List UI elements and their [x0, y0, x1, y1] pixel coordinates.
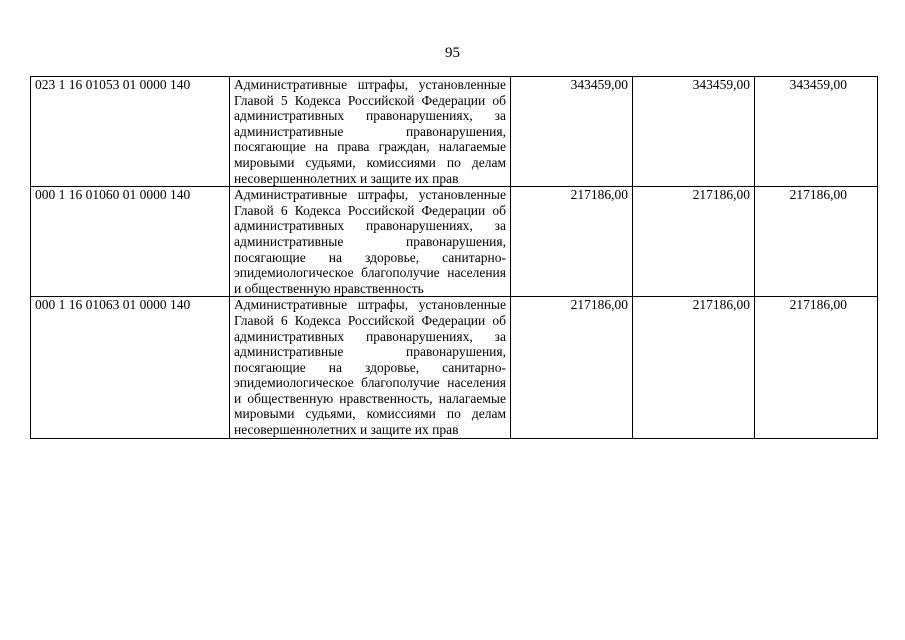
budget-code-cell: 000 1 16 01063 01 0000 140 — [31, 297, 230, 438]
budget-code-cell: 000 1 16 01060 01 0000 140 — [31, 187, 230, 297]
description-cell: Административные штрафы, установленные Главой 5 Кодекса Российской Федерации об административных правонарушениях, за административные правонарушения, посягающие на права граждан, налагаемые мировыми судьями, комиссиями по делам несовершеннолетних и защите их прав — [230, 77, 511, 187]
description-cell: Административные штрафы, установленные Главой 6 Кодекса Российской Федерации об административных правонарушениях, за административные правонарушения, посягающие на здоровье, санитарно-эпидемиологическое благополучие населения и общественную нравственность, налагаемые мировыми судьями, комиссиями по делам несовершеннолетних и защите их прав — [230, 297, 511, 438]
amount-cell-2: 343459,00 — [633, 77, 755, 187]
budget-table — [30, 76, 878, 439]
amount-cell-1: 343459,00 — [511, 77, 633, 187]
amount-cell-3: 217186,00 — [755, 297, 878, 438]
table-row — [31, 77, 878, 187]
amount-cell-3: 217186,00 — [755, 187, 878, 297]
table-row — [31, 187, 878, 297]
amount-cell-1: 217186,00 — [511, 187, 633, 297]
amount-cell-2: 217186,00 — [633, 297, 755, 438]
description-cell: Административные штрафы, установленные Главой 6 Кодекса Российской Федерации об административных правонарушениях, за административные правонарушения, посягающие на здоровье, санитарно-эпидемиологическое благополучие населения и общественную нравственность — [230, 187, 511, 297]
budget-code-cell: 023 1 16 01053 01 0000 140 — [31, 77, 230, 187]
page-number: 95 — [445, 45, 460, 61]
amount-cell-1: 217186,00 — [511, 297, 633, 438]
amount-cell-3: 343459,00 — [755, 77, 878, 187]
amount-cell-2: 217186,00 — [633, 187, 755, 297]
table-row — [31, 297, 878, 438]
